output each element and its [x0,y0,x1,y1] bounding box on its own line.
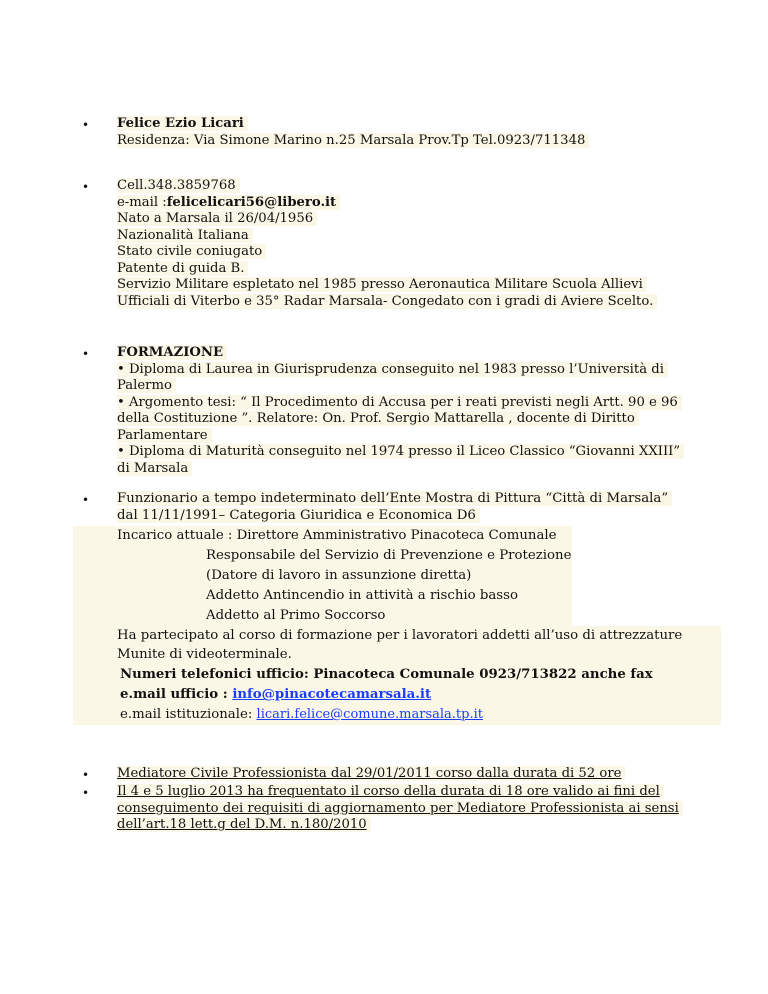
email-line [117,195,657,212]
role-line: Addetto Antincendio in attività a rischio basso [73,586,572,606]
civil-status-line: Stato civile coniugato [117,244,657,261]
office-email-link[interactable]: info@pinacotecamarsala.it [232,687,432,703]
mediation-item-2-line: conseguimento dei requisiti di aggiornamento per Mediatore Professionista ai sensi [117,801,683,818]
license-line: Patente di guida B. [117,261,657,278]
bullet-icon: • [82,180,90,194]
education-line: Palermo [117,378,684,395]
course-line-2: Munite di videoterminale. [73,645,721,665]
inst-email-line [73,705,721,725]
bullet-icon: • [82,768,90,782]
cell-line: Cell.348.3859768 [117,178,657,195]
nationality-line: Nazionalità Italiana [117,228,657,245]
bullet-icon: • [82,118,90,132]
office-email-line [73,685,721,705]
mediation-item-2-line: Il 4 e 5 luglio 2013 ha frequentato il corso della durata di 18 ore valido ai fini del [117,784,683,801]
current-role-line: Incarico attuale : Direttore Amministrativo Pinacoteca Comunale [73,526,572,546]
course-line-1: Ha partecipato al corso di formazione per i lavoratori addetti all’uso di attrezzature [73,626,721,646]
mediation-item-1: Mediatore Civile Professionista dal 29/01/2011 corso dalla durata di 52 ore [117,766,625,783]
office-phone-line: Numeri telefonici ufficio: Pinacoteca Comunale 0923/713822 anche fax [73,665,721,685]
bullet-icon: • [82,493,90,507]
education-line: • Diploma di Laurea in Giurisprudenza conseguito nel 1983 presso l’Università di [117,362,684,379]
role-line: Responsabile del Servizio di Prevenzione e Protezione [73,546,572,566]
mediation-item-2-line: dell’art.18 lett.g del D.M. n.180/2010 [117,817,683,834]
email-value[interactable]: felicelicari56@libero.it [166,194,337,210]
military-line-2: Ufficiali di Viterbo e 35° Radar Marsala- Congedato con i gradi di Aviere Scelto. [117,294,657,311]
bullet-icon: • [82,786,90,800]
education-line: della Costituzione ”. Relatore: On. Prof. Sergio Mattarella , docente di Diritto [117,411,684,428]
inst-email-link[interactable]: licari.felice@comune.marsala.tp.it [256,707,483,723]
education-line: Parlamentare [117,428,684,445]
military-line-1: Servizio Militare espletato nel 1985 presso Aeronautica Militare Scuola Allievi [117,277,657,294]
job-line-2: dal 11/11/1991– Categoria Giuridica e Economica D6 [117,508,672,525]
bullet-icon: • [82,347,90,361]
education-title: FORMAZIONE [117,345,684,362]
job-line-1: Funzionario a tempo indeterminato dell’Ente Mostra di Pittura “Città di Marsala” [117,491,672,508]
residence-line: Residenza: Via Simone Marino n.25 Marsala Prov.Tp Tel.0923/711348 [117,133,589,150]
office-email-label: e.mail ufficio : [120,687,233,703]
role-line: (Datore di lavoro in assunzione diretta) [73,566,572,586]
education-line: • Diploma di Maturità conseguito nel 1974 presso il Liceo Classico “Giovanni XXIII” [117,444,684,461]
inst-email-label: e.mail istituzionale: [120,707,257,723]
education-line: di Marsala [117,461,684,478]
role-line: Addetto al Primo Soccorso [73,606,572,626]
person-name: Felice Ezio Licari [117,116,589,133]
email-label: e-mail : [117,194,167,210]
birth-line: Nato a Marsala il 26/04/1956 [117,211,657,228]
education-line: • Argomento tesi: “ Il Procedimento di Accusa per i reati previsti negli Artt. 90 e 96 [117,395,684,412]
